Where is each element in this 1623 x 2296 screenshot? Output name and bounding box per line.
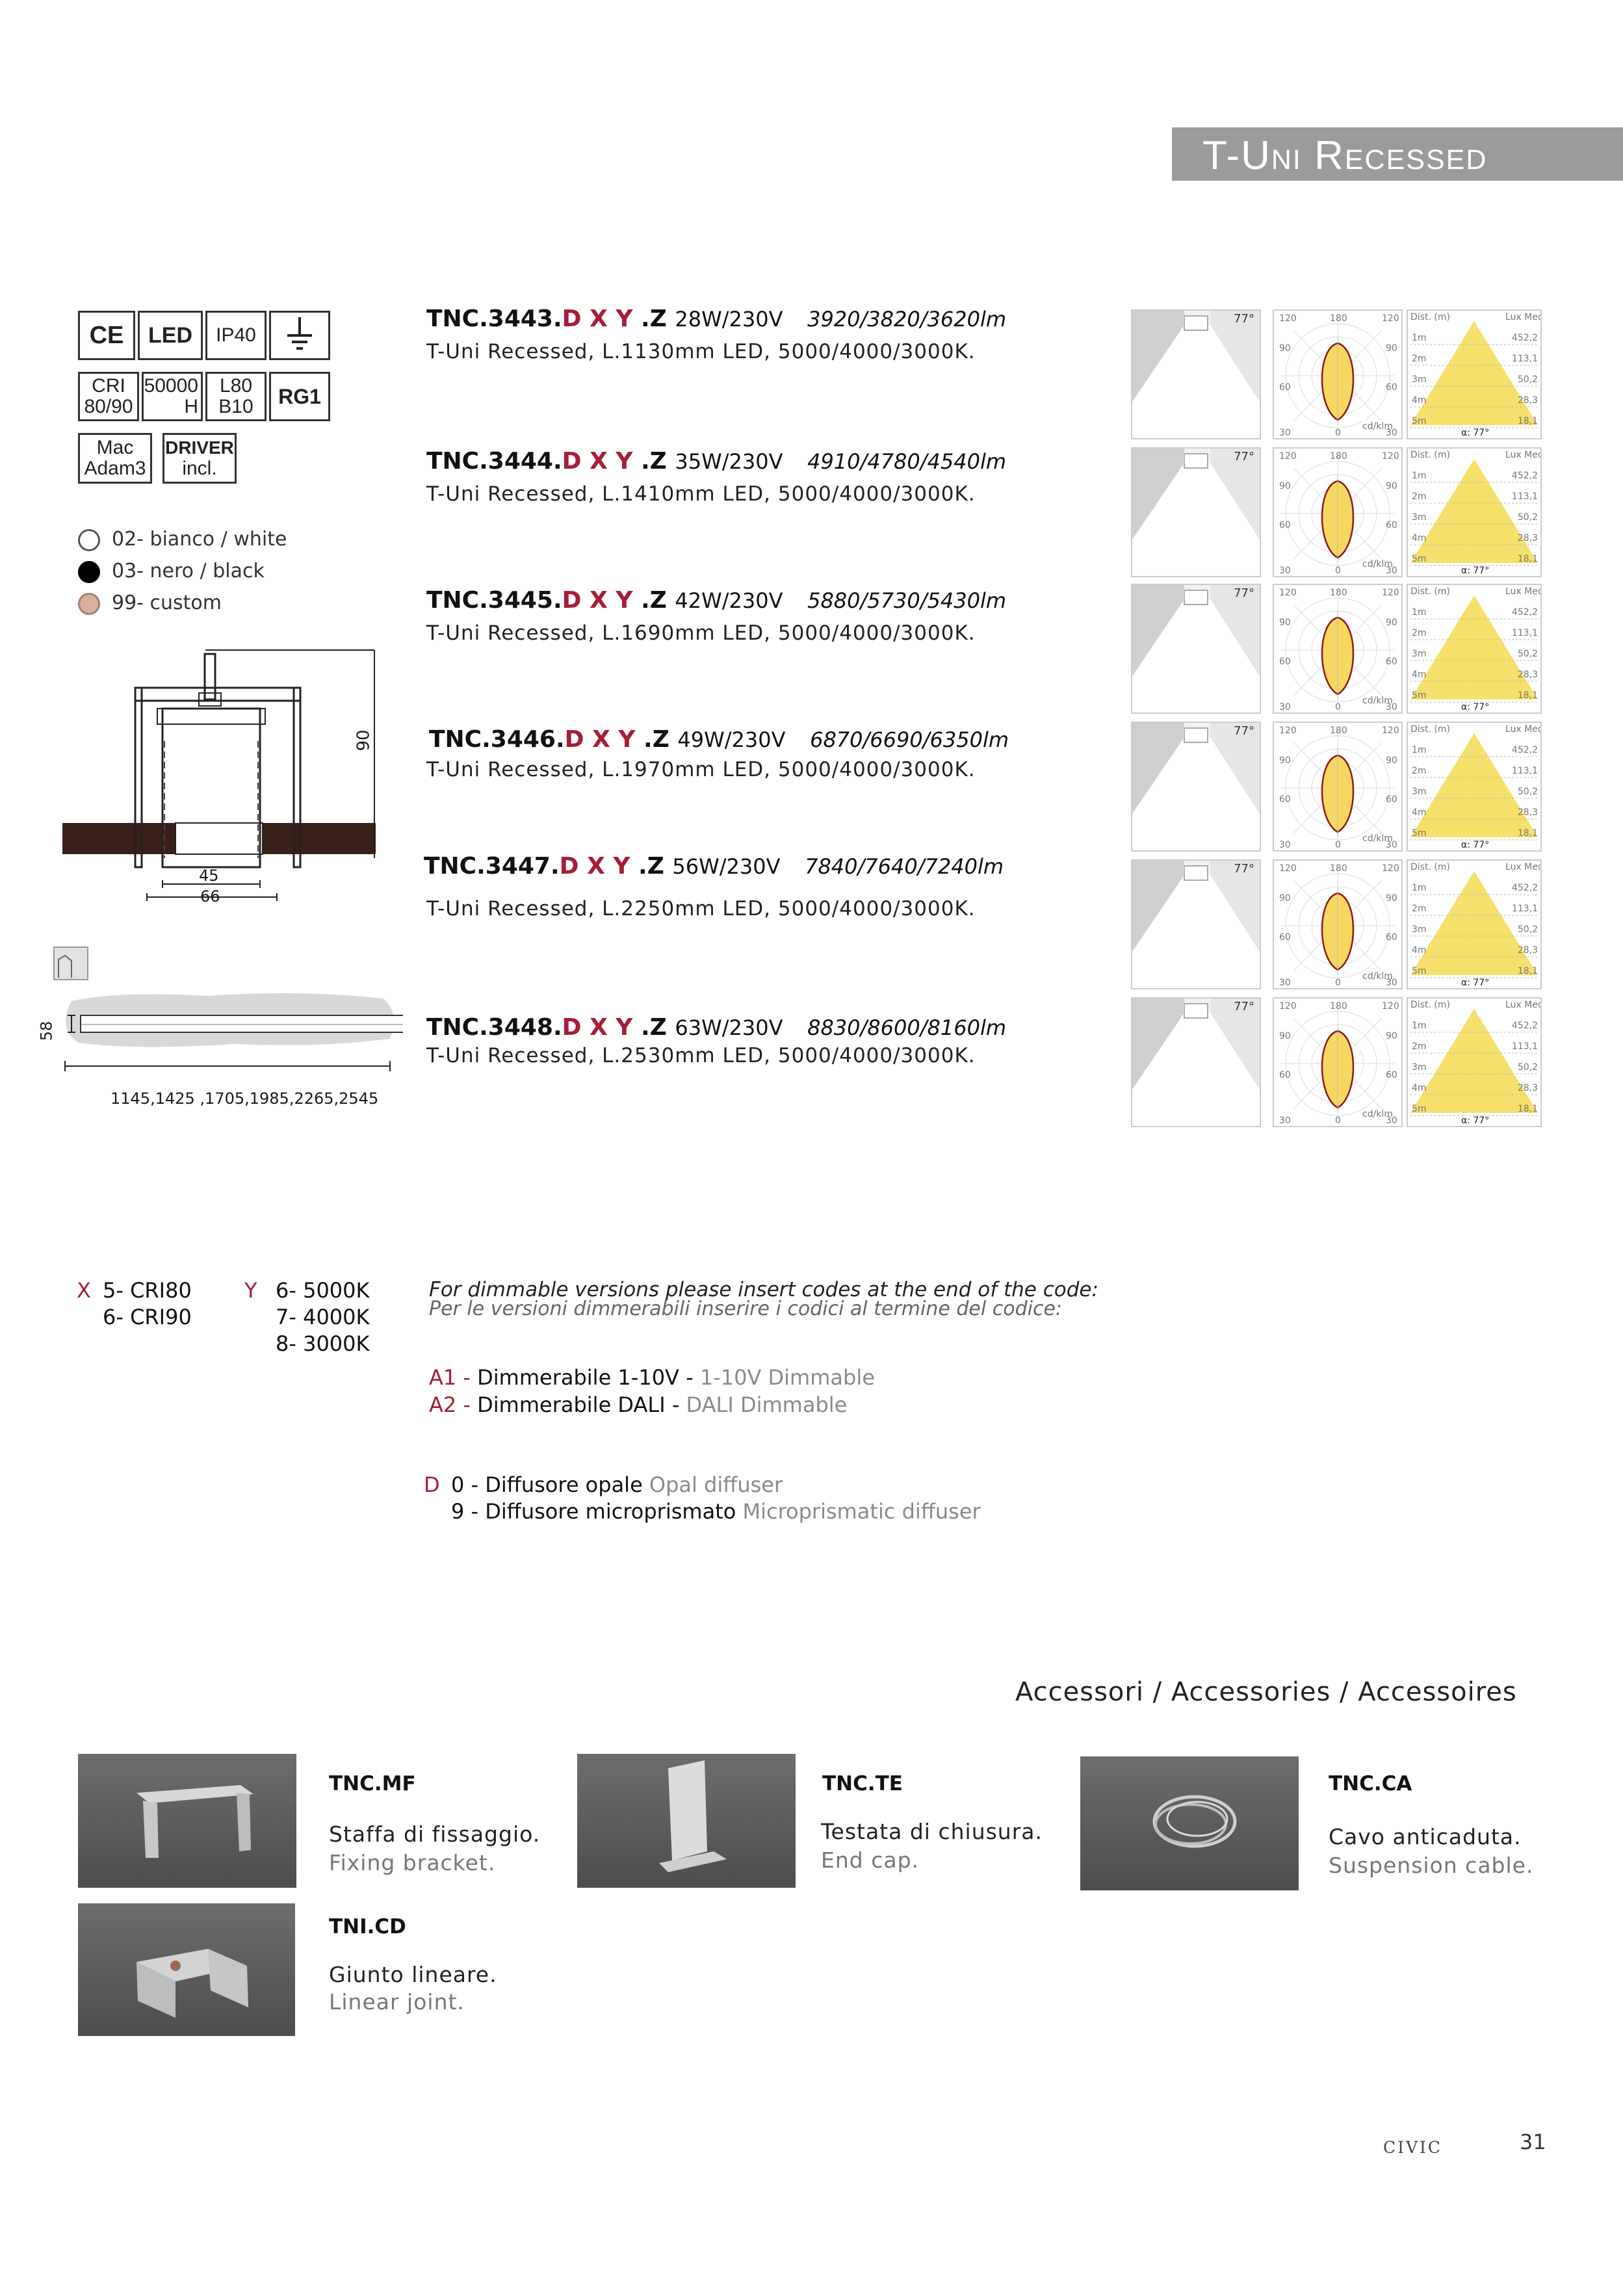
color-label-custom: 99- custom (112, 592, 222, 614)
polar-label-30-left: 30 (1279, 840, 1291, 850)
lux-dist: 5m (1412, 1104, 1427, 1114)
polar-label-120-right: 120 (1382, 863, 1399, 874)
lux-header-dist: Dist. (m) (1410, 450, 1450, 460)
accessory-code-1: TNC.MF (329, 1772, 416, 1795)
polar-label-90-left: 90 (1279, 618, 1291, 628)
lux-value: 452,2 (1511, 745, 1538, 755)
accessory-photo-fixing-bracket (78, 1754, 296, 1888)
lux-dist: 1m (1412, 333, 1427, 343)
polar-unit-label: cd/klm (1362, 1109, 1393, 1119)
polar-label-90-right: 90 (1386, 481, 1397, 491)
lux-dist: 5m (1412, 554, 1427, 564)
polar-label-120-left: 120 (1279, 451, 1297, 462)
lux-dist: 2m (1412, 354, 1427, 364)
ce-mark: CE (78, 311, 135, 360)
polar-label-60-left: 60 (1279, 1070, 1291, 1080)
beam-photo-2 (1131, 447, 1261, 577)
lux-header-lux: Lux Med (1505, 450, 1540, 460)
lux-value: 28,3 (1517, 807, 1538, 818)
lux-value: 452,2 (1511, 471, 1538, 481)
lux-table-6 (1407, 997, 1542, 1127)
polar-label-60-right: 60 (1386, 794, 1397, 805)
accessory-en-3: Suspension cable. (1329, 1853, 1534, 1878)
polar-label-90-right: 90 (1386, 893, 1397, 904)
beam-angle-label: 77° (1234, 862, 1254, 876)
polar-unit-label: cd/klm (1362, 696, 1393, 706)
polar-label-60-left: 60 (1279, 794, 1291, 805)
option-d0: 0 - Diffusore opale Opal diffuser (451, 1472, 783, 1497)
polar-label-0: 0 (1335, 566, 1341, 576)
polar-label-0: 0 (1335, 840, 1341, 850)
lux-table-5 (1407, 859, 1542, 989)
polar-label-60-left: 60 (1279, 932, 1291, 943)
beam-photo-4 (1131, 722, 1261, 852)
lux-dist: 5m (1412, 416, 1427, 426)
lux-value: 50,2 (1517, 924, 1538, 935)
polar-label-30-right: 30 (1386, 1115, 1397, 1126)
polar-label-120-left: 120 (1279, 1001, 1297, 1011)
accessory-photo-suspension-cable (1080, 1756, 1299, 1890)
lux-table-2 (1407, 447, 1542, 577)
beam-photo-6 (1131, 997, 1261, 1127)
lux-dist: 1m (1412, 745, 1427, 755)
lux-value: 452,2 (1511, 607, 1538, 618)
polar-label-90-left: 90 (1279, 343, 1291, 354)
option-y-key: Y (244, 1278, 257, 1303)
polar-label-60-left: 60 (1279, 657, 1291, 667)
polar-label-120-right: 120 (1382, 725, 1399, 736)
polar-label-120-right: 120 (1382, 451, 1399, 462)
accessory-en-2: End cap. (821, 1847, 920, 1873)
color-label-black: 03- nero / black (112, 560, 265, 582)
risk-group-badge: RG1 (269, 372, 330, 421)
lux-header-lux: Lux Med (1505, 312, 1540, 322)
accessory-code-4: TNI.CD (329, 1915, 406, 1938)
polar-label-60-right: 60 (1386, 657, 1397, 667)
lux-dist: 1m (1412, 883, 1427, 893)
macadam-badge: Mac Adam3 (78, 433, 152, 484)
lux-dist: 5m (1412, 966, 1427, 976)
lux-value: 28,3 (1517, 670, 1538, 680)
dimmable-note-it: Per le versioni dimmerabili inserire i codici al termine del codice: (429, 1298, 1063, 1320)
dimmable-note-en: For dimmable versions please insert codes at the end of the code: (429, 1278, 1098, 1301)
product-desc-2: T-Uni Recessed, L.1410mm LED, 5000/4000/3000K. (426, 482, 976, 506)
dim-profile-height: 58 (37, 1021, 56, 1041)
polar-label-90-right: 90 (1386, 618, 1397, 628)
lux-alpha: α: 77° (1461, 840, 1490, 850)
color-label-white: 02- bianco / white (112, 528, 287, 551)
lux-table-4 (1407, 722, 1542, 852)
lux-dist: 1m (1412, 607, 1427, 618)
lux-dist: 2m (1412, 491, 1427, 502)
lux-value: 113,1 (1511, 491, 1538, 502)
product-desc-3: T-Uni Recessed, L.1690mm LED, 5000/4000/3000K. (426, 621, 976, 645)
polar-label-30-right: 30 (1386, 428, 1397, 438)
accessory-it-3: Cavo anticaduta. (1329, 1824, 1522, 1849)
dim-inner-width: 45 (199, 867, 219, 885)
beam-angle-label: 77° (1234, 724, 1254, 738)
lux-header-dist: Dist. (m) (1410, 312, 1450, 322)
lux-dist: 3m (1412, 512, 1427, 523)
product-desc-5: T-Uni Recessed, L.2250mm LED, 5000/4000/3000K. (426, 897, 976, 920)
polar-label-30-right: 30 (1386, 566, 1397, 576)
polar-label-90-left: 90 (1279, 755, 1291, 766)
dim-outer-width: 66 (200, 887, 220, 906)
lux-value: 28,3 (1517, 1083, 1538, 1093)
polar-label-60-left: 60 (1279, 382, 1291, 393)
lux-dist: 3m (1412, 1062, 1427, 1073)
polar-diagram-2 (1273, 447, 1403, 577)
lux-value: 113,1 (1511, 628, 1538, 638)
accessory-en-1: Fixing bracket. (329, 1850, 496, 1875)
lux-dist: 4m (1412, 395, 1427, 406)
polar-label-0: 0 (1335, 702, 1341, 712)
option-y-1: 6- 5000K (276, 1278, 370, 1303)
polar-label-180: 180 (1330, 451, 1347, 462)
polar-diagram-3 (1273, 584, 1403, 714)
lux-dist: 1m (1412, 471, 1427, 481)
lux-dist: 3m (1412, 374, 1427, 385)
accessory-it-1: Staffa di fissaggio. (329, 1821, 541, 1847)
lux-value: 113,1 (1511, 354, 1538, 364)
option-x-1: 5- CRI80 (103, 1278, 192, 1303)
polar-unit-label: cd/klm (1362, 971, 1393, 982)
accessory-code-2: TNC.TE (822, 1772, 903, 1795)
polar-label-30-right: 30 (1386, 978, 1397, 988)
lux-dist: 2m (1412, 766, 1427, 776)
page-title: T-Uni Recessed (1202, 133, 1488, 178)
lux-value: 452,2 (1511, 333, 1538, 343)
lux-value: 18,1 (1517, 1104, 1538, 1114)
polar-label-120-left: 120 (1279, 588, 1297, 598)
lux-alpha: α: 77° (1461, 978, 1490, 988)
option-d9: 9 - Diffusore microprismato Microprismatic diffuser (451, 1499, 981, 1524)
lux-value: 113,1 (1511, 904, 1538, 914)
polar-label-30-left: 30 (1279, 1115, 1291, 1126)
lux-header-dist: Dist. (m) (1410, 586, 1450, 597)
lux-dist: 4m (1412, 533, 1427, 543)
lux-table-1 (1407, 309, 1542, 439)
polar-diagram-4 (1273, 722, 1403, 852)
product-code-5: TNC.3447.D X Y .Z 56W/230V 7840/7640/7240lm (424, 853, 1004, 880)
accessory-code-3: TNC.CA (1329, 1772, 1412, 1795)
polar-label-180: 180 (1330, 588, 1347, 598)
polar-label-90-left: 90 (1279, 893, 1291, 904)
lux-alpha: α: 77° (1461, 428, 1490, 438)
lux-value: 50,2 (1517, 787, 1538, 797)
lux-value: 18,1 (1517, 416, 1538, 426)
lux-dist: 3m (1412, 649, 1427, 659)
polar-label-120-right: 120 (1382, 588, 1399, 598)
lux-header-dist: Dist. (m) (1410, 724, 1450, 735)
product-code-1: TNC.3443.D X Y .Z 28W/230V 3920/3820/3620lm (426, 306, 1007, 332)
option-d-key: D (424, 1472, 440, 1497)
polar-label-30-right: 30 (1386, 702, 1397, 712)
lux-header-dist: Dist. (m) (1410, 862, 1450, 872)
polar-label-90-left: 90 (1279, 481, 1291, 491)
polar-unit-label: cd/klm (1362, 833, 1393, 844)
ip-rating: IP40 (205, 311, 266, 360)
lux-header-lux: Lux Med (1505, 724, 1540, 735)
polar-label-120-right: 120 (1382, 313, 1399, 324)
polar-unit-label: cd/klm (1362, 421, 1393, 432)
beam-angle-label: 77° (1234, 1000, 1254, 1013)
polar-diagram-5 (1273, 859, 1403, 989)
polar-label-60-right: 60 (1386, 520, 1397, 530)
beam-photo-1 (1131, 309, 1261, 439)
lux-alpha: α: 77° (1461, 1115, 1490, 1126)
lux-dist: 5m (1412, 690, 1427, 701)
polar-label-180: 180 (1330, 863, 1347, 874)
lux-value: 18,1 (1517, 966, 1538, 976)
polar-label-0: 0 (1335, 1115, 1341, 1126)
polar-label-60-right: 60 (1386, 932, 1397, 943)
option-x-key: X (77, 1278, 91, 1303)
lumen-maintenance-badge: L80 B10 (205, 372, 266, 421)
polar-label-120-left: 120 (1279, 863, 1297, 874)
beam-angle-label: 77° (1234, 450, 1254, 463)
lux-value: 18,1 (1517, 554, 1538, 564)
polar-diagram-1 (1273, 309, 1403, 439)
lux-header-lux: Lux Med (1505, 862, 1540, 872)
polar-label-180: 180 (1330, 313, 1347, 324)
polar-label-120-right: 120 (1382, 1001, 1399, 1011)
lux-dist: 3m (1412, 924, 1427, 935)
lux-value: 28,3 (1517, 533, 1538, 543)
option-y-3: 8- 3000K (276, 1331, 370, 1356)
option-a2: A2 - Dimmerabile DALI - DALI Dimmable (429, 1392, 848, 1417)
brand-logo: civic (1383, 2132, 1443, 2159)
cri-badge: CRI 80/90 (78, 372, 139, 421)
accessory-photo-linear-joint (78, 1903, 295, 2036)
lux-alpha: α: 77° (1461, 702, 1490, 712)
lux-dist: 4m (1412, 1083, 1427, 1093)
accessories-title: Accessori / Accessories / Accessoires (1015, 1677, 1517, 1707)
product-code-2: TNC.3444.D X Y .Z 35W/230V 4910/4780/4540lm (426, 448, 1007, 475)
polar-label-30-left: 30 (1279, 566, 1291, 576)
polar-label-90-right: 90 (1386, 755, 1397, 766)
lux-alpha: α: 77° (1461, 566, 1490, 576)
page-number: 31 (1520, 2130, 1546, 2154)
option-a1: A1 - Dimmerabile 1-10V - 1-10V Dimmable (429, 1365, 875, 1390)
lux-header-lux: Lux Med (1505, 586, 1540, 597)
option-x-2: 6- CRI90 (103, 1305, 192, 1329)
product-code-3: TNC.3445.D X Y .Z 42W/230V 5880/5730/5430lm (426, 587, 1007, 614)
product-desc-4: T-Uni Recessed, L.1970mm LED, 5000/4000/3000K. (426, 758, 976, 781)
lux-value: 50,2 (1517, 374, 1538, 385)
option-y-2: 7- 4000K (276, 1305, 370, 1329)
lux-dist: 2m (1412, 904, 1427, 914)
dim-height: 90 (354, 729, 374, 751)
lux-value: 50,2 (1517, 1062, 1538, 1073)
polar-label-30-left: 30 (1279, 978, 1291, 988)
polar-label-120-left: 120 (1279, 313, 1297, 324)
lux-dist: 5m (1412, 828, 1427, 839)
lux-dist: 4m (1412, 945, 1427, 956)
accessory-it-4: Giunto lineare. (329, 1962, 497, 1987)
polar-label-30-left: 30 (1279, 702, 1291, 712)
swatch-white (78, 529, 100, 551)
lux-value: 28,3 (1517, 945, 1538, 956)
polar-label-90-left: 90 (1279, 1031, 1291, 1041)
led-mark: LED (138, 311, 203, 360)
polar-label-60-right: 60 (1386, 1070, 1397, 1080)
lux-dist: 3m (1412, 787, 1427, 797)
lux-value: 452,2 (1511, 883, 1538, 893)
lux-dist: 4m (1412, 670, 1427, 680)
polar-label-60-right: 60 (1386, 382, 1397, 393)
lux-dist: 2m (1412, 628, 1427, 638)
polar-label-0: 0 (1335, 978, 1341, 988)
polar-unit-label: cd/klm (1362, 559, 1393, 569)
accessory-photo-end-cap (577, 1754, 796, 1888)
product-desc-6: T-Uni Recessed, L.2530mm LED, 5000/4000/3000K. (426, 1044, 976, 1067)
polar-diagram-6 (1273, 997, 1403, 1127)
polar-label-180: 180 (1330, 725, 1347, 736)
ground-icon (269, 311, 330, 360)
beam-photo-5 (1131, 859, 1261, 989)
lifetime-badge: 50000 H (142, 372, 203, 421)
polar-label-90-right: 90 (1386, 1031, 1397, 1041)
dim-lengths: 1145,1425 ,1705,1985,2265,2545 (110, 1089, 379, 1108)
polar-label-30-right: 30 (1386, 840, 1397, 850)
lux-dist: 4m (1412, 807, 1427, 818)
lux-value: 50,2 (1517, 649, 1538, 659)
polar-label-60-left: 60 (1279, 520, 1291, 530)
beam-angle-label: 77° (1234, 586, 1254, 600)
beam-photo-3 (1131, 584, 1261, 714)
product-code-4: TNC.3446.D X Y .Z 49W/230V 6870/6690/6350lm (429, 726, 1009, 753)
cross-section-drawing (58, 644, 396, 923)
side-profile-drawing (39, 988, 403, 1086)
lux-value: 452,2 (1511, 1021, 1538, 1031)
polar-label-120-left: 120 (1279, 725, 1297, 736)
swatch-black (78, 561, 100, 583)
polar-label-90-right: 90 (1386, 343, 1397, 354)
lux-value: 113,1 (1511, 766, 1538, 776)
lux-value: 18,1 (1517, 690, 1538, 701)
lux-header-lux: Lux Med (1505, 1000, 1540, 1010)
lux-header-dist: Dist. (m) (1410, 1000, 1450, 1010)
accessory-en-4: Linear joint. (329, 1989, 465, 2015)
product-desc-1: T-Uni Recessed, L.1130mm LED, 5000/4000/3000K. (426, 340, 976, 363)
lux-value: 28,3 (1517, 395, 1538, 406)
accessory-it-2: Testata di chiusura. (821, 1819, 1043, 1844)
swatch-custom (78, 593, 100, 615)
polar-label-180: 180 (1330, 1001, 1347, 1011)
lux-value: 113,1 (1511, 1041, 1538, 1052)
beam-angle-label: 77° (1234, 312, 1254, 326)
polar-label-0: 0 (1335, 428, 1341, 438)
product-code-6: TNC.3448.D X Y .Z 63W/230V 8830/8600/8160lm (426, 1014, 1007, 1041)
lux-table-3 (1407, 584, 1542, 714)
driver-badge: DRIVER incl. (162, 433, 237, 484)
lux-dist: 2m (1412, 1041, 1427, 1052)
lux-value: 18,1 (1517, 828, 1538, 839)
lux-dist: 1m (1412, 1021, 1427, 1031)
polar-label-30-left: 30 (1279, 428, 1291, 438)
lux-value: 50,2 (1517, 512, 1538, 523)
profile-icon (53, 946, 88, 980)
